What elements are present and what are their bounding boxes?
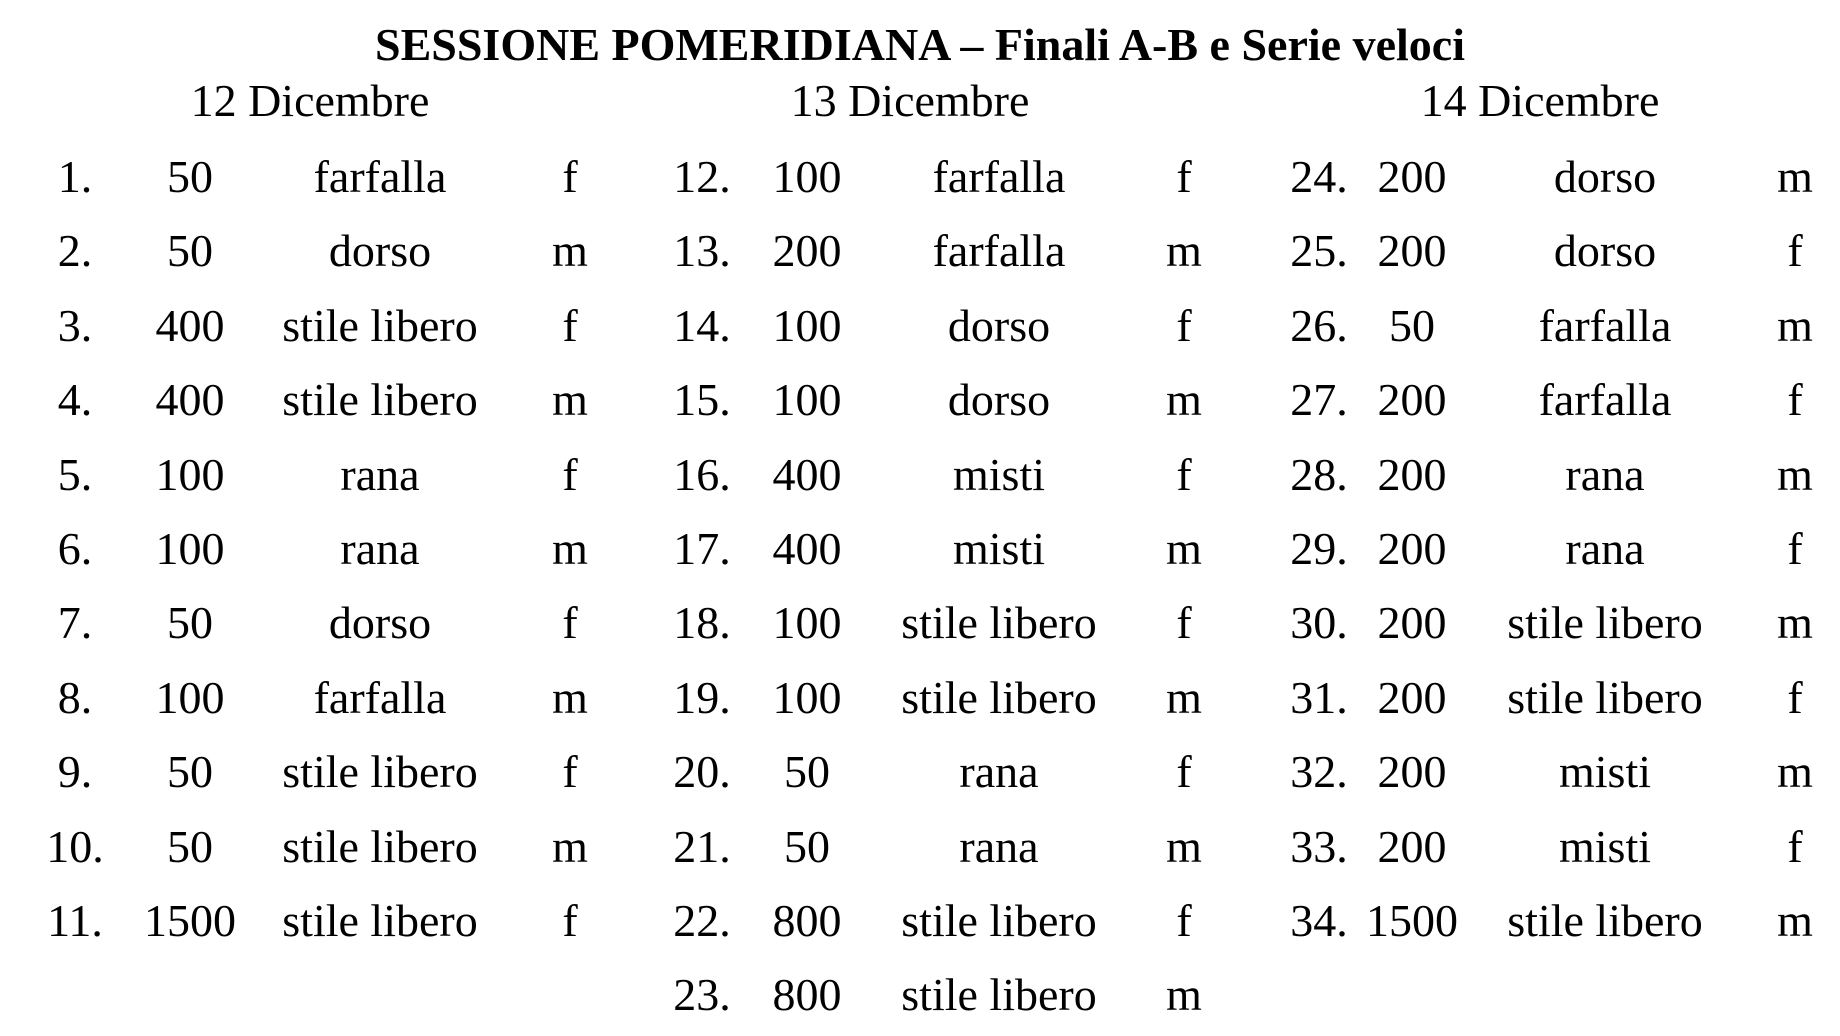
event-distance: 100 [772,374,842,426]
event-row [612,140,1212,214]
event-stroke: rana [959,820,1039,872]
event-distance: 100 [155,448,225,500]
event-stroke: farfalla [932,151,1066,202]
event-row [612,214,1212,288]
event-sex: m [1166,374,1202,426]
event-stroke: rana [1565,448,1645,500]
event-sex: m [552,671,588,723]
event-distance: 800 [772,894,842,946]
event-distance: 100 [772,151,842,202]
event-stroke: dorso [947,299,1051,351]
event-number: 34. [1290,894,1348,946]
event-stroke: stile libero [1507,671,1703,723]
event-number: 12. [673,151,731,202]
event-distance: 200 [1377,597,1447,649]
event-number: 22. [673,894,731,946]
event-row [612,884,1212,958]
event-row [1224,735,1824,809]
event-stroke: dorso [947,374,1051,426]
event-distance: 200 [1377,746,1447,798]
event-row [612,661,1212,735]
event-sex: f [1787,225,1803,277]
event-distance: 50 [167,597,213,649]
event-distance: 50 [784,820,830,872]
event-sex: f [1787,522,1803,574]
event-sex: m [1777,597,1813,649]
event-row [1224,661,1824,735]
event-sex: m [552,820,588,872]
event-distance: 400 [772,522,842,574]
event-sex: f [562,597,578,649]
event-distance: 100 [772,597,842,649]
event-distance: 1500 [144,894,236,946]
event-distance: 200 [1377,820,1447,872]
event-number: 15. [673,374,731,426]
event-number: 18. [673,597,731,649]
event-number: 23. [673,969,731,1021]
event-stroke: misti [952,448,1046,500]
event-sex: m [1166,969,1202,1021]
event-stroke: stile libero [901,597,1097,649]
event-sex: f [1176,746,1192,798]
event-distance: 400 [155,374,225,426]
event-number: 3. [57,299,93,351]
event-number: 32. [1290,746,1348,798]
event-sex: f [1787,374,1803,426]
event-number: 31. [1290,671,1348,723]
event-sex: f [1787,820,1803,872]
event-stroke: farfalla [1538,299,1672,351]
event-distance: 200 [1377,448,1447,500]
event-number: 2. [57,225,93,277]
event-row [0,140,600,214]
event-distance: 200 [1377,671,1447,723]
event-row [0,438,600,512]
event-sex: f [1176,448,1192,500]
event-stroke: stile libero [282,894,478,946]
event-row [612,735,1212,809]
event-stroke: stile libero [901,671,1097,723]
event-number: 27. [1290,374,1348,426]
event-row [0,363,600,437]
event-distance: 800 [772,969,842,1021]
event-stroke: stile libero [1507,894,1703,946]
event-distance: 100 [155,671,225,723]
event-distance: 50 [784,746,830,798]
event-row [0,289,600,363]
day-heading-13-dicembre: 13 Dicembre [790,75,1030,126]
event-stroke: rana [340,522,420,574]
event-sex: m [1166,820,1202,872]
event-sex: f [1787,671,1803,723]
event-distance: 200 [772,225,842,277]
event-stroke: dorso [1553,225,1657,277]
event-sex: m [1166,671,1202,723]
event-stroke: stile libero [282,374,478,426]
event-stroke: stile libero [901,969,1097,1021]
event-distance: 50 [1389,299,1435,351]
event-number: 21. [673,820,731,872]
event-distance: 50 [167,820,213,872]
event-row [0,512,600,586]
event-stroke: misti [1558,746,1652,798]
event-stroke: rana [1565,522,1645,574]
event-row [612,958,1212,1032]
event-distance: 100 [772,671,842,723]
event-stroke: farfalla [313,671,447,723]
event-number: 11. [47,894,103,946]
event-distance: 100 [155,522,225,574]
event-sex: m [1777,746,1813,798]
event-sex: m [1777,894,1813,946]
event-stroke: stile libero [282,746,478,798]
event-row [0,214,600,288]
event-sex: f [562,448,578,500]
event-stroke: dorso [328,225,432,277]
event-row [612,512,1212,586]
event-row [1224,586,1824,660]
event-row [0,810,600,884]
event-distance: 50 [167,746,213,798]
event-row [1224,810,1824,884]
event-stroke: misti [952,522,1046,574]
event-number: 16. [673,448,731,500]
event-number: 7. [57,597,93,649]
day-heading-12-dicembre: 12 Dicembre [190,75,430,126]
event-sex: f [1176,894,1192,946]
event-number: 20. [673,746,731,798]
event-sex: m [552,225,588,277]
event-row [0,586,600,660]
event-sex: m [1166,225,1202,277]
event-stroke: dorso [328,597,432,649]
event-sex: f [562,151,578,202]
event-stroke: stile libero [901,894,1097,946]
event-number: 1. [57,151,93,202]
event-sex: f [1176,151,1192,202]
day-heading-14-dicembre: 14 Dicembre [1420,75,1660,126]
events-column-12-dicembre [0,140,600,958]
event-stroke: stile libero [1507,597,1703,649]
event-sex: f [1176,597,1192,649]
event-number: 25. [1290,225,1348,277]
event-row [1224,512,1824,586]
event-number: 30. [1290,597,1348,649]
event-distance: 200 [1377,225,1447,277]
event-sex: f [562,299,578,351]
event-row [1224,363,1824,437]
event-row [0,884,600,958]
event-number: 14. [673,299,731,351]
event-stroke: misti [1558,820,1652,872]
event-sex: f [562,894,578,946]
event-number: 26. [1290,299,1348,351]
event-row [612,363,1212,437]
event-row [1224,214,1824,288]
event-stroke: farfalla [932,225,1066,277]
event-row [1224,289,1824,363]
event-sex: m [1777,448,1813,500]
event-sex: m [1777,151,1813,202]
event-sex: m [552,522,588,574]
event-number: 10. [46,820,104,872]
event-row [0,661,600,735]
event-number: 9. [57,746,93,798]
event-number: 5. [57,448,93,500]
event-sex: f [1176,299,1192,351]
event-number: 4. [57,374,93,426]
event-sex: f [562,746,578,798]
event-distance: 50 [167,225,213,277]
event-number: 19. [673,671,731,723]
event-number: 24. [1290,151,1348,202]
event-distance: 200 [1377,151,1447,202]
event-number: 17. [673,522,731,574]
event-stroke: stile libero [282,299,478,351]
event-distance: 200 [1377,374,1447,426]
event-stroke: rana [959,746,1039,798]
event-row [1224,884,1824,958]
events-column-13-dicembre [612,140,1212,1033]
event-distance: 400 [155,299,225,351]
event-number: 28. [1290,448,1348,500]
event-stroke: stile libero [282,820,478,872]
event-stroke: rana [340,448,420,500]
event-number: 8. [57,671,93,723]
event-number: 33. [1290,820,1348,872]
event-row [0,735,600,809]
event-sex: m [1777,299,1813,351]
event-distance: 50 [167,151,213,202]
event-distance: 400 [772,448,842,500]
event-stroke: dorso [1553,151,1657,202]
events-column-14-dicembre [1224,140,1824,958]
event-distance: 200 [1377,522,1447,574]
event-row [612,810,1212,884]
event-row [612,438,1212,512]
event-row [612,289,1212,363]
event-sex: m [552,374,588,426]
page-title: SESSIONE POMERIDIANA – Finali A-B e Serie veloci [375,19,1465,70]
event-number: 29. [1290,522,1348,574]
event-number: 13. [673,225,731,277]
event-distance: 100 [772,299,842,351]
event-stroke: farfalla [1538,374,1672,426]
event-row [1224,140,1824,214]
event-sex: m [1166,522,1202,574]
event-row [612,586,1212,660]
event-distance: 1500 [1366,894,1458,946]
event-row [1224,438,1824,512]
event-number: 6. [57,522,93,574]
event-stroke: farfalla [313,151,447,202]
